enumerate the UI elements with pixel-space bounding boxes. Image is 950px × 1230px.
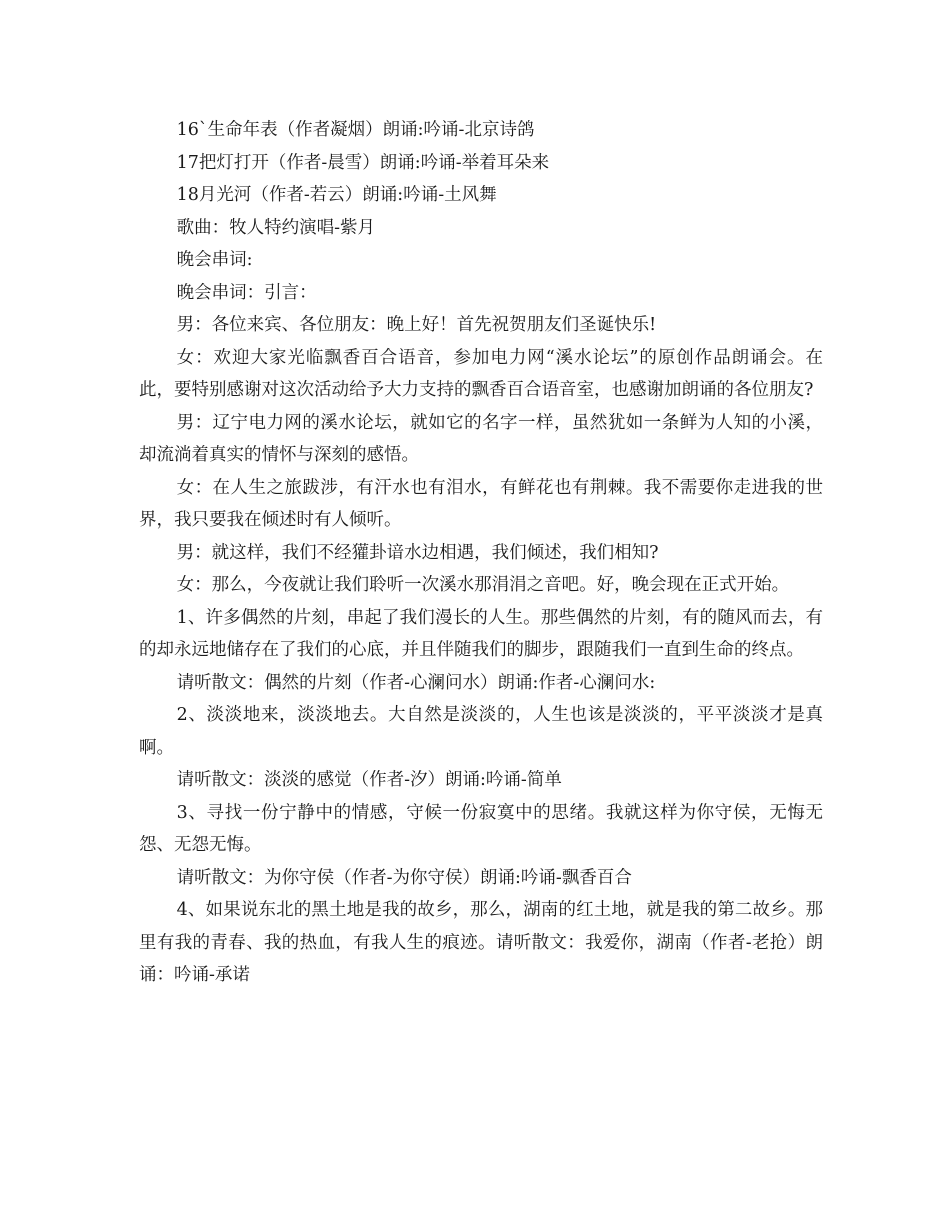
paragraph: 16`生命年表（作者凝烟）朗诵:吟诵-北京诗鸽 [176,120,535,140]
paragraph: 1、许多偶然的片刻，串起了我们漫长的人生。那些偶然的片刻，有的随风而去，有的却永远地储存在了我们的心底，并且伴随我们的脚步，跟随我们一直到生命的终点。 [139,607,823,660]
paragraph: 歌曲：牧人特约演唱-紫月 [176,217,376,238]
paragraph: 请听散文：为你守侯（作者-为你守侯）朗诵:吟诵-飘香百合 [176,867,632,888]
paragraph: 男：辽宁电力网的溪水论坛，就如它的名字一样，虽然犹如一条鲜为人知的小溪，却流淌着真实的情怀与深刻的感悟。 [139,412,823,465]
paragraph: 晚会串词: [176,250,253,270]
paragraph: 晚会串词：引言： [176,282,317,303]
paragraph: 女：那么，今夜就让我们聆听一次溪水那涓涓之音吧。好，晚会现在正式开始。 [176,575,790,595]
paragraph: 男：就这样，我们不经獾卦谙水边相遇，我们倾述，我们相知? [176,542,659,563]
paragraph: 17把灯打开（作者-晨雪）朗诵:吟诵-举着耳朵来 [176,152,550,173]
paragraph: 男：各位来宾、各位朋友：晚上好！首先祝贺朋友们圣诞快乐! [176,315,657,335]
paragraph: 女：欢迎大家光临飘香百合语音，参加电力网“溪水论坛”的原创作品朗诵会。在此，要特别感谢对这次活动给予大力支持的飘香百合语音室，也感谢加朗诵的各位朋友? [139,347,823,400]
paragraph: 4、如果说东北的黑土地是我的故乡，那么，湖南的红土地，就是我的第二故乡。那里有我的青春、我的热血，有我人生的痕迹。请听散文：我爱你，湖南（作者-老抢）朗诵：吟诵-承诺 [139,900,823,985]
document-body [139,114,823,992]
paragraph: 女：在人生之旅跋涉，有汗水也有泪水，有鲜花也有荆棘。我不需要你走进我的世界，我只要我在倾述时有人倾听。 [139,477,823,530]
paragraph: 3、寻找一份宁静中的情感，守候一份寂寞中的思绪。我就这样为你守侯，无悔无怨、无怨无悔。 [139,802,823,855]
paragraph: 请听散文：偶然的片刻（作者-心澜问水）朗诵:作者-心澜问水: [176,672,656,693]
paragraph: 2、淡淡地来，淡淡地去。大自然是淡淡的，人生也该是淡淡的，平平淡淡才是真啊。 [139,705,823,758]
paragraph: 18月光河（作者-若云）朗诵:吟诵-土风舞 [176,185,497,205]
paragraph: 请听散文：淡淡的感觉（作者-汐）朗诵:吟诵-简单 [176,770,562,790]
